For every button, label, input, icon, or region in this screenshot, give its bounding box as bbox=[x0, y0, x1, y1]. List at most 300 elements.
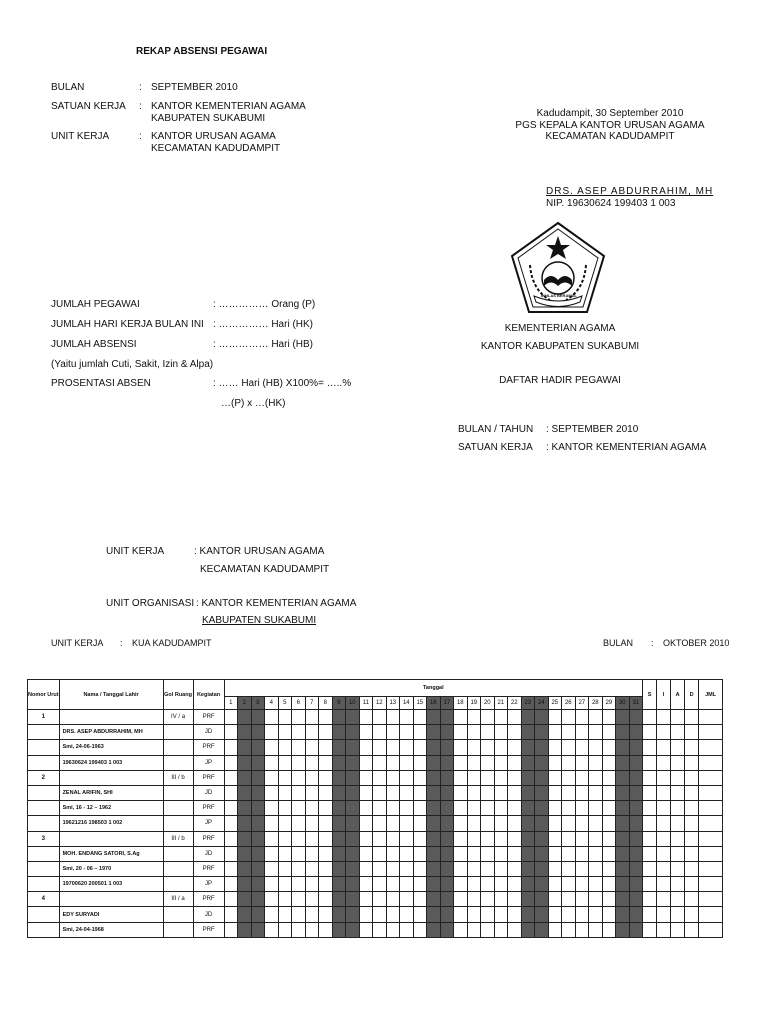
summary-cell-total bbox=[699, 831, 723, 846]
day-cell bbox=[332, 755, 346, 770]
day-cell bbox=[251, 846, 265, 861]
day-cell bbox=[440, 725, 454, 740]
day-cell bbox=[386, 740, 400, 755]
row-name: 19621216 198503 1 002 bbox=[59, 816, 163, 831]
summary-cell-a bbox=[671, 877, 685, 892]
day-cell bbox=[548, 710, 562, 725]
day-cell bbox=[427, 816, 441, 831]
recap-workunit-sep: : bbox=[139, 131, 142, 142]
attendance-unit-value: : KANTOR KEMENTERIAN AGAMA bbox=[546, 442, 707, 453]
day-cell bbox=[440, 801, 454, 816]
day-cell bbox=[238, 907, 252, 922]
day-cell bbox=[548, 877, 562, 892]
day-cell bbox=[575, 801, 589, 816]
day-cell bbox=[602, 877, 616, 892]
day-cell bbox=[278, 785, 292, 800]
day-cell bbox=[575, 892, 589, 907]
day-cell bbox=[548, 785, 562, 800]
day-cell bbox=[602, 922, 616, 937]
unit-kerja-label: UNIT KERJA bbox=[106, 546, 165, 557]
summary-cell-total bbox=[699, 770, 723, 785]
day-cell bbox=[481, 801, 495, 816]
day-cell bbox=[562, 877, 576, 892]
day-cell bbox=[629, 861, 643, 876]
day-cell bbox=[359, 770, 373, 785]
day-cell bbox=[373, 846, 387, 861]
day-cell bbox=[575, 846, 589, 861]
row-activity: PRF bbox=[193, 770, 224, 785]
day-cell bbox=[251, 816, 265, 831]
summary-cell-s bbox=[643, 755, 657, 770]
summary-cell-total bbox=[699, 740, 723, 755]
day-cell bbox=[589, 785, 603, 800]
day-cell bbox=[454, 785, 468, 800]
summary-cell-d bbox=[685, 877, 699, 892]
summary-cell-d bbox=[685, 831, 699, 846]
day-cell bbox=[521, 922, 535, 937]
summary-cell-d bbox=[685, 922, 699, 937]
day-cell bbox=[305, 846, 319, 861]
day-cell bbox=[251, 907, 265, 922]
day-cell bbox=[616, 816, 630, 831]
day-header: 29 bbox=[602, 697, 616, 710]
day-cell bbox=[346, 710, 360, 725]
day-cell bbox=[602, 816, 616, 831]
day-cell bbox=[494, 892, 508, 907]
summary-cell-i bbox=[657, 907, 671, 922]
day-cell bbox=[575, 710, 589, 725]
day-cell bbox=[454, 740, 468, 755]
day-cell bbox=[575, 877, 589, 892]
day-cell bbox=[454, 770, 468, 785]
day-cell bbox=[508, 907, 522, 922]
day-header: 11 bbox=[359, 697, 373, 710]
signature-role2: KECAMATAN KADUDAMPIT bbox=[545, 131, 675, 142]
summary-cell-a bbox=[671, 892, 685, 907]
day-cell bbox=[589, 831, 603, 846]
day-cell bbox=[575, 785, 589, 800]
day-cell bbox=[332, 907, 346, 922]
day-cell bbox=[332, 892, 346, 907]
day-header: 18 bbox=[454, 697, 468, 710]
table-row bbox=[28, 831, 723, 846]
table-row bbox=[28, 877, 723, 892]
day-cell bbox=[278, 816, 292, 831]
day-cell bbox=[265, 877, 279, 892]
day-cell bbox=[575, 907, 589, 922]
day-cell bbox=[548, 846, 562, 861]
row-rank bbox=[163, 877, 193, 892]
day-cell bbox=[481, 755, 495, 770]
day-cell bbox=[602, 740, 616, 755]
day-cell bbox=[292, 725, 306, 740]
summary-cell-d bbox=[685, 755, 699, 770]
day-cell bbox=[427, 785, 441, 800]
day-cell bbox=[238, 892, 252, 907]
day-cell bbox=[508, 816, 522, 831]
day-header: 13 bbox=[386, 697, 400, 710]
day-cell bbox=[386, 892, 400, 907]
day-cell bbox=[440, 816, 454, 831]
summary-cell-i bbox=[657, 846, 671, 861]
attendance-table bbox=[27, 679, 723, 938]
summary-cell-a bbox=[671, 816, 685, 831]
day-cell bbox=[413, 922, 427, 937]
stat-percent-value: : …… Hari (HB) X100%= …..% bbox=[213, 378, 352, 389]
day-cell bbox=[481, 907, 495, 922]
row-rank bbox=[163, 907, 193, 922]
day-cell bbox=[386, 755, 400, 770]
day-cell bbox=[616, 922, 630, 937]
summary-cell-a bbox=[671, 740, 685, 755]
day-cell bbox=[251, 755, 265, 770]
col-name-header: Nama / Tanggal Lahir bbox=[59, 680, 163, 710]
day-cell bbox=[467, 725, 481, 740]
day-cell bbox=[535, 740, 549, 755]
row-name: MOH. ENDANG SATORI, S.Ag bbox=[59, 846, 163, 861]
day-cell bbox=[562, 755, 576, 770]
summary-cell-i bbox=[657, 816, 671, 831]
day-cell bbox=[346, 892, 360, 907]
table-row bbox=[28, 907, 723, 922]
summary-cell-a bbox=[671, 755, 685, 770]
day-cell bbox=[440, 831, 454, 846]
summary-cell-total bbox=[699, 877, 723, 892]
day-cell bbox=[278, 861, 292, 876]
day-cell bbox=[278, 710, 292, 725]
day-cell bbox=[616, 785, 630, 800]
table-row bbox=[28, 740, 723, 755]
day-cell bbox=[319, 725, 333, 740]
day-cell bbox=[427, 755, 441, 770]
day-cell bbox=[238, 785, 252, 800]
row-activity: JD bbox=[193, 725, 224, 740]
summary-cell-total bbox=[699, 725, 723, 740]
day-cell bbox=[494, 710, 508, 725]
day-cell bbox=[508, 785, 522, 800]
row-activity: JD bbox=[193, 907, 224, 922]
day-cell bbox=[616, 907, 630, 922]
day-cell bbox=[373, 770, 387, 785]
day-cell bbox=[494, 770, 508, 785]
day-cell bbox=[278, 892, 292, 907]
day-cell bbox=[494, 785, 508, 800]
stat-note: (Yaitu jumlah Cuti, Sakit, Izin & Alpa) bbox=[51, 359, 214, 370]
day-cell bbox=[629, 831, 643, 846]
day-cell bbox=[535, 877, 549, 892]
day-cell bbox=[359, 755, 373, 770]
day-cell bbox=[319, 846, 333, 861]
table-row bbox=[28, 770, 723, 785]
row-activity: PRF bbox=[193, 892, 224, 907]
stat-absence-value: : …………… Hari (HB) bbox=[213, 339, 313, 350]
day-header: 9 bbox=[332, 697, 346, 710]
day-cell bbox=[400, 816, 414, 831]
day-cell bbox=[413, 907, 427, 922]
recap-unit-sep: : bbox=[139, 101, 142, 112]
summary-cell-s bbox=[643, 725, 657, 740]
day-cell bbox=[346, 725, 360, 740]
day-cell bbox=[508, 892, 522, 907]
summary-cell-a bbox=[671, 922, 685, 937]
day-cell bbox=[373, 922, 387, 937]
row-activity: JP bbox=[193, 877, 224, 892]
col-rank-header: Gol Ruang bbox=[163, 680, 193, 710]
day-cell bbox=[386, 710, 400, 725]
day-cell bbox=[575, 740, 589, 755]
row-name bbox=[59, 892, 163, 907]
row-activity: PRF bbox=[193, 922, 224, 937]
day-cell bbox=[224, 740, 238, 755]
day-cell bbox=[413, 877, 427, 892]
summary-cell-s bbox=[643, 816, 657, 831]
day-cell bbox=[427, 725, 441, 740]
day-cell bbox=[332, 785, 346, 800]
day-cell bbox=[319, 892, 333, 907]
day-cell bbox=[319, 816, 333, 831]
summary-cell-i bbox=[657, 831, 671, 846]
day-cell bbox=[602, 846, 616, 861]
row-name bbox=[59, 770, 163, 785]
day-cell bbox=[386, 861, 400, 876]
day-cell bbox=[265, 846, 279, 861]
day-cell bbox=[535, 770, 549, 785]
table-row bbox=[28, 861, 723, 876]
day-cell bbox=[238, 801, 252, 816]
day-cell bbox=[251, 785, 265, 800]
day-cell bbox=[278, 922, 292, 937]
summary-cell-s bbox=[643, 846, 657, 861]
stat-workdays-label: JUMLAH HARI KERJA BULAN INI bbox=[51, 319, 204, 330]
day-cell bbox=[562, 892, 576, 907]
summary-cell-total bbox=[699, 861, 723, 876]
summary-cell-i bbox=[657, 922, 671, 937]
summary-cell-s bbox=[643, 922, 657, 937]
day-cell bbox=[629, 785, 643, 800]
day-cell bbox=[454, 816, 468, 831]
day-cell bbox=[305, 831, 319, 846]
day-cell bbox=[359, 831, 373, 846]
day-cell bbox=[305, 877, 319, 892]
day-cell bbox=[427, 770, 441, 785]
day-cell bbox=[589, 892, 603, 907]
row-rank: III / a bbox=[163, 892, 193, 907]
day-cell bbox=[224, 877, 238, 892]
table-row bbox=[28, 816, 723, 831]
day-cell bbox=[278, 740, 292, 755]
summary-cell-d bbox=[685, 740, 699, 755]
day-cell bbox=[629, 907, 643, 922]
day-cell bbox=[508, 877, 522, 892]
summary-cell-total bbox=[699, 785, 723, 800]
day-cell bbox=[521, 755, 535, 770]
table-row bbox=[28, 922, 723, 937]
day-cell bbox=[481, 877, 495, 892]
day-cell bbox=[575, 755, 589, 770]
summary-cell-i bbox=[657, 877, 671, 892]
day-cell bbox=[238, 710, 252, 725]
recap-unit-value: KANTOR KEMENTERIAN AGAMA bbox=[151, 101, 306, 112]
day-header: 17 bbox=[440, 697, 454, 710]
day-cell bbox=[359, 892, 373, 907]
day-header: 10 bbox=[346, 697, 360, 710]
day-cell bbox=[508, 846, 522, 861]
day-cell bbox=[589, 740, 603, 755]
day-cell bbox=[400, 861, 414, 876]
day-header: 27 bbox=[575, 697, 589, 710]
day-cell bbox=[305, 785, 319, 800]
signature-name: DRS. ASEP ABDURRAHIM, MH bbox=[546, 186, 714, 197]
day-cell bbox=[400, 922, 414, 937]
day-cell bbox=[562, 801, 576, 816]
day-cell bbox=[467, 740, 481, 755]
day-cell bbox=[616, 755, 630, 770]
day-cell bbox=[373, 740, 387, 755]
day-header: 28 bbox=[589, 697, 603, 710]
day-cell bbox=[400, 831, 414, 846]
recap-workunit-value2: KECAMATAN KADUDAMPIT bbox=[151, 143, 281, 154]
day-header: 3 bbox=[251, 697, 265, 710]
day-header: 1 bbox=[224, 697, 238, 710]
day-cell bbox=[602, 725, 616, 740]
day-cell bbox=[292, 816, 306, 831]
day-cell bbox=[454, 801, 468, 816]
day-cell bbox=[467, 710, 481, 725]
day-cell bbox=[224, 846, 238, 861]
day-cell bbox=[548, 755, 562, 770]
row-number bbox=[28, 740, 60, 755]
day-cell bbox=[548, 892, 562, 907]
day-cell bbox=[589, 710, 603, 725]
day-cell bbox=[602, 785, 616, 800]
day-cell bbox=[238, 740, 252, 755]
day-cell bbox=[562, 907, 576, 922]
day-cell bbox=[467, 801, 481, 816]
day-cell bbox=[494, 740, 508, 755]
summary-cell-a bbox=[671, 907, 685, 922]
day-cell bbox=[454, 710, 468, 725]
day-cell bbox=[292, 831, 306, 846]
day-cell bbox=[305, 755, 319, 770]
row-name: EDY SURYADI bbox=[59, 907, 163, 922]
day-cell bbox=[521, 785, 535, 800]
day-cell bbox=[278, 846, 292, 861]
day-cell bbox=[427, 922, 441, 937]
day-cell bbox=[508, 755, 522, 770]
unit-kerja-value2: KECAMATAN KADUDAMPIT bbox=[200, 564, 330, 575]
day-cell bbox=[508, 831, 522, 846]
logo-motto: IKHLAS BERAMAL bbox=[541, 293, 577, 298]
day-cell bbox=[521, 710, 535, 725]
col-a-header: A bbox=[671, 680, 685, 710]
table-row bbox=[28, 755, 723, 770]
day-cell bbox=[373, 785, 387, 800]
day-cell bbox=[602, 892, 616, 907]
summary-cell-d bbox=[685, 770, 699, 785]
day-cell bbox=[400, 785, 414, 800]
day-cell bbox=[521, 725, 535, 740]
day-cell bbox=[589, 770, 603, 785]
summary-cell-i bbox=[657, 892, 671, 907]
summary-cell-s bbox=[643, 907, 657, 922]
day-cell bbox=[373, 725, 387, 740]
summary-cell-d bbox=[685, 710, 699, 725]
day-cell bbox=[467, 922, 481, 937]
summary-cell-a bbox=[671, 785, 685, 800]
day-cell bbox=[467, 892, 481, 907]
row-name: Smi, 16 - 12 – 1962 bbox=[59, 801, 163, 816]
day-cell bbox=[494, 831, 508, 846]
summary-cell-i bbox=[657, 801, 671, 816]
day-cell bbox=[278, 831, 292, 846]
day-cell bbox=[278, 907, 292, 922]
day-cell bbox=[278, 801, 292, 816]
day-cell bbox=[481, 892, 495, 907]
day-cell bbox=[413, 725, 427, 740]
row-activity: PRF bbox=[193, 710, 224, 725]
row-number bbox=[28, 877, 60, 892]
day-cell bbox=[602, 861, 616, 876]
day-header: 22 bbox=[508, 697, 522, 710]
day-cell bbox=[224, 907, 238, 922]
summary-cell-i bbox=[657, 725, 671, 740]
day-cell bbox=[346, 801, 360, 816]
day-header: 25 bbox=[548, 697, 562, 710]
day-cell bbox=[427, 710, 441, 725]
day-cell bbox=[481, 710, 495, 725]
day-cell bbox=[224, 831, 238, 846]
day-cell bbox=[278, 877, 292, 892]
day-cell bbox=[616, 846, 630, 861]
day-cell bbox=[400, 740, 414, 755]
day-cell bbox=[521, 907, 535, 922]
day-cell bbox=[319, 755, 333, 770]
day-cell bbox=[224, 710, 238, 725]
day-cell bbox=[386, 770, 400, 785]
day-cell bbox=[467, 755, 481, 770]
day-cell bbox=[562, 740, 576, 755]
day-cell bbox=[575, 922, 589, 937]
day-cell bbox=[629, 892, 643, 907]
day-cell bbox=[440, 770, 454, 785]
table-row bbox=[28, 801, 723, 816]
day-cell bbox=[238, 755, 252, 770]
day-header: 21 bbox=[494, 697, 508, 710]
day-cell bbox=[535, 907, 549, 922]
day-cell bbox=[265, 831, 279, 846]
day-cell bbox=[467, 877, 481, 892]
day-cell bbox=[292, 785, 306, 800]
day-cell bbox=[575, 861, 589, 876]
day-cell bbox=[400, 725, 414, 740]
signature-role: PGS KEPALA KANTOR URUSAN AGAMA bbox=[515, 120, 705, 131]
row-name bbox=[59, 831, 163, 846]
summary-cell-a bbox=[671, 861, 685, 876]
day-cell bbox=[440, 846, 454, 861]
day-cell bbox=[305, 892, 319, 907]
day-cell bbox=[440, 740, 454, 755]
day-cell bbox=[467, 831, 481, 846]
day-cell bbox=[521, 740, 535, 755]
day-cell bbox=[616, 831, 630, 846]
day-cell bbox=[386, 801, 400, 816]
table-row bbox=[28, 846, 723, 861]
day-cell bbox=[535, 846, 549, 861]
day-cell bbox=[265, 770, 279, 785]
day-cell bbox=[481, 922, 495, 937]
summary-cell-s bbox=[643, 801, 657, 816]
day-cell bbox=[562, 785, 576, 800]
